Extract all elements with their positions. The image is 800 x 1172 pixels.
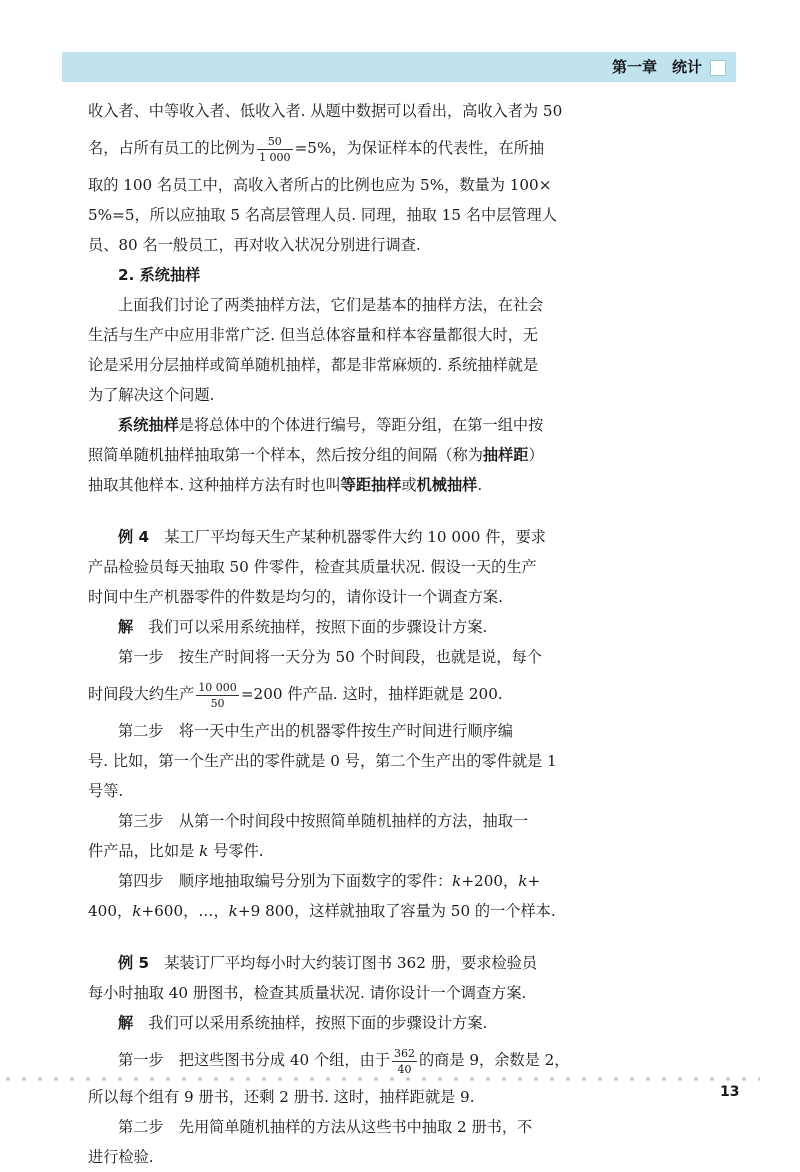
chapter-title: 第一章 统计 [611, 58, 702, 76]
fraction-10000-50: $\frac{10 000}{50}$ [198, 680, 237, 710]
p1-line-4: 5%=5，所以应抽取 5 名高层管理人员. 同理，抽取 15 名中层管理人 [88, 206, 557, 224]
example-5-label: 例 5 [118, 954, 150, 972]
p1-line-2: 名，占所有员工的比例为 $\frac{50}{1 000}$ =5%，为保证样本的代表性，在所抽 [88, 134, 545, 164]
definition-line-1: 系统抽样是将总体中的个体进行编号，等距分组，在第一组中按 [118, 416, 544, 434]
page-number: 13 [720, 1084, 740, 1100]
chapter-header-bar [62, 52, 736, 82]
definition-line-2: 照简单随机抽样抽取第一个样本，然后按分组的间隔（称为抽样距） [88, 446, 544, 464]
p2-line-3: 论是采用分层抽样或简单随机抽样，都是非常麻烦的. 系统抽样就是 [88, 356, 539, 374]
example-5-step-1-line-2: 所以每个组有 9 册书，还剩 2 册书. 这时，抽样距就是 9. [88, 1088, 475, 1106]
p2-line-1: 上面我们讨论了两类抽样方法，它们是基本的抽样方法，在社会 [118, 296, 544, 314]
p1-line-3: 取的 100 名员工中，高收入者所占的比例也应为 5%，数量为 100× [88, 176, 552, 194]
example-4-step-4-line-1: 第四步 顺序地抽取编号分别为下面数字的零件：k+200，k+ [118, 872, 541, 890]
definition-line-3: 抽取其他样本. 这种抽样方法有时也叫等距抽样或机械抽样. [88, 476, 483, 494]
example-5-step-1-line-1: 第一步 把这些图书分成 40 个组，由于 $\frac{362}{40}$ 的商是 9，余数是 2， [118, 1046, 570, 1076]
example-4-step-1-line-2: 时间段大约生产 $\frac{10 000}{50}$ =200 件产品. 这时，抽样距就是 200. [88, 680, 503, 710]
p2-line-2: 生活与生产中应用非常广泛. 但当总体容量和样本容量都很大时，无 [88, 326, 539, 344]
example-4-step-3-line-2: 件产品，比如是 k 号零件. [88, 842, 264, 860]
fraction-50-1000: $\frac{50}{1 000}$ [259, 134, 291, 164]
example-4-label: 例 4 [118, 528, 150, 546]
page-body [88, 96, 570, 1172]
p1-line-5: 员、80 名一般员工，再对收入状况分别进行调查. [88, 236, 421, 254]
p1-line-1: 收入者、中等收入者、低收入者. 从题中数据可以看出，高收入者为 50 [88, 102, 563, 120]
term-systematic-sampling: 系统抽样 [118, 416, 179, 434]
example-4-step-1-line-1: 第一步 按生产时间将一天分为 50 个时间段，也就是说，每个 [118, 648, 542, 666]
footer-dotted-rule [0, 1077, 760, 1081]
term-sampling-distance: 抽样距 [482, 446, 529, 464]
solution-label: 解 [118, 618, 134, 636]
p2-line-4: 为了解决这个问题. [88, 386, 215, 404]
example-5-line-1: 例 5 某装订厂平均每小时大约装订图书 362 册，要求检验员 [118, 954, 538, 972]
solution-label: 解 [118, 1014, 134, 1032]
term-mechanical-sampling: 机械抽样 [416, 476, 478, 494]
example-4-line-3: 时间中生产机器零件的件数是均匀的，请你设计一个调查方案. [88, 588, 503, 606]
example-5-line-2: 每小时抽取 40 册图书，检查其质量状况. 请你设计一个调查方案. [88, 984, 527, 1002]
example-5-solution: 解 我们可以采用系统抽样，按照下面的步骤设计方案. [118, 1014, 488, 1032]
example-4-step-4-line-2: 400，k+600，…，k+9 800，这样就抽取了容量为 50 的一个样本. [88, 902, 556, 920]
example-4-step-2-line-2: 号. 比如，第一个生产出的零件就是 0 号，第二个生产出的零件就是 1 [88, 752, 557, 770]
example-4-solution: 解 我们可以采用系统抽样，按照下面的步骤设计方案. [118, 618, 488, 636]
header-square-icon [710, 60, 726, 76]
example-5-step-2-line-2: 进行检验. [88, 1148, 154, 1166]
example-4-step-3-line-1: 第三步 从第一个时间段中按照简单随机抽样的方法，抽取一 [118, 812, 529, 830]
section-2-heading: 2. 系统抽样 [118, 266, 201, 284]
example-4-step-2-line-3: 号等. [88, 782, 124, 800]
example-4-line-1: 例 4 某工厂平均每天生产某种机器零件大约 10 000 件，要求 [118, 528, 546, 546]
fraction-362-40: $\frac{362}{40}$ [393, 1046, 415, 1076]
example-4-step-2-line-1: 第二步 将一天中生产出的机器零件按生产时间进行顺序编 [118, 722, 513, 740]
example-5-step-2-line-1: 第二步 先用简单随机抽样的方法从这些书中抽取 2 册书，不 [118, 1118, 533, 1136]
example-4-line-2: 产品检验员每天抽取 50 件零件，检查其质量状况. 假设一天的生产 [88, 558, 537, 576]
term-equal-interval-sampling: 等距抽样 [340, 476, 402, 494]
